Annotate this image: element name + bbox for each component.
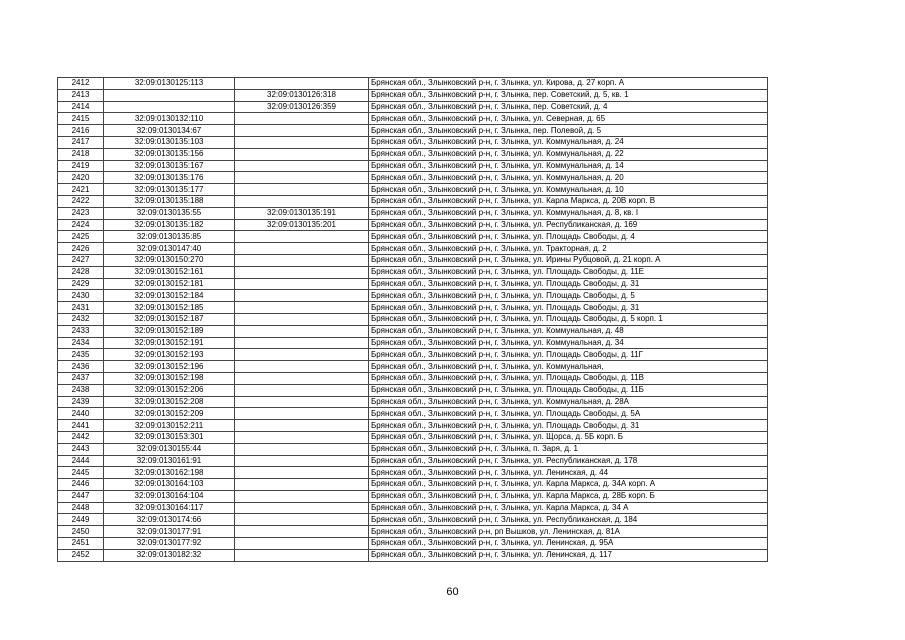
- cadastral-number-secondary-cell: [235, 125, 369, 137]
- cadastral-number-secondary-cell: [235, 420, 369, 432]
- cadastral-number-cell: 32:09:0130162:198: [104, 467, 235, 479]
- row-number-cell: 2438: [58, 384, 104, 396]
- table-row: [58, 372, 768, 384]
- row-number-cell: 2414: [58, 101, 104, 113]
- table-row: [58, 526, 768, 538]
- row-number-cell: 2429: [58, 278, 104, 290]
- address-cell: Брянская обл., Злынковский р-н, рп Вышков, ул. Ленинская, д. 81А: [369, 526, 768, 538]
- table-row: [58, 302, 768, 314]
- cadastral-number-secondary-cell: [235, 160, 369, 172]
- cadastral-number-secondary-cell: [235, 396, 369, 408]
- table-row: [58, 172, 768, 184]
- cadastral-number-secondary-cell: [235, 408, 369, 420]
- cadastral-number-secondary-cell: [235, 313, 369, 325]
- row-number-cell: 2434: [58, 337, 104, 349]
- address-cell: Брянская обл., Злынковский р-н, г. Злынка, ул. Республиканская, д. 178: [369, 455, 768, 467]
- row-number-cell: 2425: [58, 231, 104, 243]
- row-number-cell: 2432: [58, 313, 104, 325]
- address-cell: Брянская обл., Злынковский р-н, г. Злынка, ул. Северная, д. 65: [369, 113, 768, 125]
- cadastral-number-secondary-cell: [235, 243, 369, 255]
- table-row: [58, 420, 768, 432]
- cadastral-number-secondary-cell: [235, 490, 369, 502]
- cadastral-number-cell: 32:09:0130153:301: [104, 431, 235, 443]
- cadastral-number-secondary-cell: [235, 479, 369, 491]
- cadastral-number-cell: 32:09:0130135:188: [104, 195, 235, 207]
- address-cell: Брянская обл., Злынковский р-н, г. Злынка, пер. Полевой, д. 5: [369, 125, 768, 137]
- cadastral-number-secondary-cell: 32:09:0130135:201: [235, 219, 369, 231]
- address-cell: Брянская обл., Злынковский р-н, г. Злынка, ул. Коммунальная, д. 34: [369, 337, 768, 349]
- cadastral-number-secondary-cell: [235, 467, 369, 479]
- cadastral-number-cell: 32:09:0130152:209: [104, 408, 235, 420]
- cadastral-number-secondary-cell: [235, 372, 369, 384]
- table-row: [58, 349, 768, 361]
- table-row: [58, 148, 768, 160]
- row-number-cell: 2444: [58, 455, 104, 467]
- row-number-cell: 2419: [58, 160, 104, 172]
- cadastral-number-cell: [104, 101, 235, 113]
- address-cell: Брянская обл., Злынковский р-н, г. Злынка, ул. Коммунальная, д. 28А: [369, 396, 768, 408]
- cadastral-number-cell: 32:09:0130161:91: [104, 455, 235, 467]
- address-cell: Брянская обл., Злынковский р-н, г. Злынка, ул. Площадь Свободы, д. 31: [369, 420, 768, 432]
- row-number-cell: 2428: [58, 266, 104, 278]
- table-row: [58, 207, 768, 219]
- address-cell: Брянская обл., Злынковский р-н, г. Злынка, ул. Ленинская, д. 117: [369, 549, 768, 561]
- address-cell: Брянская обл., Злынковский р-н, г. Злынка, ул. Карла Маркса, д. 20В корп. В: [369, 195, 768, 207]
- cadastral-number-cell: 32:09:0130164:103: [104, 479, 235, 491]
- table-row: [58, 89, 768, 101]
- row-number-cell: 2443: [58, 443, 104, 455]
- table-row: [58, 101, 768, 113]
- cadastral-number-cell: 32:09:0130152:198: [104, 372, 235, 384]
- table-row: [58, 361, 768, 373]
- address-cell: Брянская обл., Злынковский р-н, г. Злынка, ул. Площадь Свободы, д. 5: [369, 290, 768, 302]
- row-number-cell: 2417: [58, 136, 104, 148]
- row-number-cell: 2412: [58, 78, 104, 90]
- cadastral-number-cell: 32:09:0130132:110: [104, 113, 235, 125]
- table-row: [58, 78, 768, 90]
- address-cell: Брянская обл., Злынковский р-н, г. Злынка, ул. Площадь Свободы, д. 11В: [369, 372, 768, 384]
- cadastral-number-cell: 32:09:0130134:67: [104, 125, 235, 137]
- table-row: [58, 408, 768, 420]
- table-row: [58, 479, 768, 491]
- address-cell: Брянская обл., Злынковский р-н, г. Злынка, п. Заря, д. 1: [369, 443, 768, 455]
- table-row: [58, 313, 768, 325]
- cadastral-number-cell: 32:09:0130152:187: [104, 313, 235, 325]
- cadastral-number-secondary-cell: [235, 278, 369, 290]
- cadastral-number-cell: 32:09:0130135:182: [104, 219, 235, 231]
- table-row: [58, 243, 768, 255]
- cadastral-number-secondary-cell: [235, 231, 369, 243]
- address-cell: Брянская обл., Злынковский р-н, г. Злынка, ул. Коммунальная, д. 48: [369, 325, 768, 337]
- table-row: [58, 231, 768, 243]
- address-cell: Брянская обл., Злынковский р-н, г. Злынка, ул. Коммунальная,: [369, 361, 768, 373]
- address-cell: Брянская обл., Злынковский р-н, г. Злынка, ул. Щорса, д. 5Б корп. Б: [369, 431, 768, 443]
- address-cell: Брянская обл., Злынковский р-н, г. Злынка, ул. Коммунальная, д. 14: [369, 160, 768, 172]
- table-row: [58, 125, 768, 137]
- address-cell: Брянская обл., Злынковский р-н, г. Злынка, ул. Площадь Свободы, д. 31: [369, 302, 768, 314]
- address-cell: Брянская обл., Злынковский р-н, г. Злынка, ул. Площадь Свободы, д. 5А: [369, 408, 768, 420]
- row-number-cell: 2447: [58, 490, 104, 502]
- table-row: [58, 467, 768, 479]
- cadastral-number-cell: 32:09:0130152:196: [104, 361, 235, 373]
- cadastral-number-cell: 32:09:0130152:206: [104, 384, 235, 396]
- cadastral-number-secondary-cell: [235, 195, 369, 207]
- cadastral-number-cell: 32:09:0130152:181: [104, 278, 235, 290]
- table-row: [58, 113, 768, 125]
- cadastral-number-secondary-cell: [235, 526, 369, 538]
- cadastral-number-cell: 32:09:0130177:91: [104, 526, 235, 538]
- cadastral-number-secondary-cell: [235, 148, 369, 160]
- address-cell: Брянская обл., Злынковский р-н, г. Злынка, ул. Коммунальная, д. 10: [369, 184, 768, 196]
- table-row: [58, 266, 768, 278]
- address-cell: Брянская обл., Злынковский р-н, г. Злынка, ул. Площадь Свободы, д. 5 корп. 1: [369, 313, 768, 325]
- address-cell: Брянская обл., Злынковский р-н, г. Злынка, ул. Площадь Свободы, д. 11Г: [369, 349, 768, 361]
- table-row: [58, 502, 768, 514]
- table-row: [58, 455, 768, 467]
- address-cell: Брянская обл., Злынковский р-н, г. Злынка, ул. Площадь Свободы, д. 4: [369, 231, 768, 243]
- table-row: [58, 549, 768, 561]
- row-number-cell: 2446: [58, 479, 104, 491]
- cadastral-number-cell: 32:09:0130164:117: [104, 502, 235, 514]
- cadastral-number-secondary-cell: [235, 538, 369, 550]
- address-cell: Брянская обл., Злынковский р-н, г. Злынка, ул. Республиканская, д. 184: [369, 514, 768, 526]
- cadastral-number-cell: 32:09:0130152:189: [104, 325, 235, 337]
- cadastral-number-secondary-cell: [235, 266, 369, 278]
- address-cell: Брянская обл., Злынковский р-н, г. Злынка, пер. Советский, д. 5, кв. 1: [369, 89, 768, 101]
- cadastral-number-cell: 32:09:0130177:92: [104, 538, 235, 550]
- table-row: [58, 136, 768, 148]
- table-row: [58, 290, 768, 302]
- cadastral-number-secondary-cell: [235, 514, 369, 526]
- row-number-cell: 2442: [58, 431, 104, 443]
- address-cell: Брянская обл., Злынковский р-н, г. Злынка, ул. Республиканская, д. 169: [369, 219, 768, 231]
- address-cell: Брянская обл., Злынковский р-н, г. Злынка, ул. Площадь Свободы, д. 31: [369, 278, 768, 290]
- row-number-cell: 2422: [58, 195, 104, 207]
- cadastral-number-secondary-cell: [235, 337, 369, 349]
- table-row: [58, 160, 768, 172]
- row-number-cell: 2436: [58, 361, 104, 373]
- cadastral-number-cell: [104, 89, 235, 101]
- cadastral-number-cell: 32:09:0130135:85: [104, 231, 235, 243]
- row-number-cell: 2413: [58, 89, 104, 101]
- cadastral-number-cell: 32:09:0130155:44: [104, 443, 235, 455]
- table-row: [58, 195, 768, 207]
- row-number-cell: 2437: [58, 372, 104, 384]
- cadastral-number-cell: 32:09:0130150:270: [104, 254, 235, 266]
- cadastral-number-secondary-cell: [235, 302, 369, 314]
- cadastral-number-cell: 32:09:0130152:211: [104, 420, 235, 432]
- row-number-cell: 2435: [58, 349, 104, 361]
- row-number-cell: 2440: [58, 408, 104, 420]
- cadastral-number-cell: 32:09:0130152:161: [104, 266, 235, 278]
- table-row: [58, 384, 768, 396]
- cadastral-number-cell: 32:09:0130152:184: [104, 290, 235, 302]
- row-number-cell: 2427: [58, 254, 104, 266]
- address-cell: Брянская обл., Злынковский р-н, г. Злынка, пер. Советский, д. 4: [369, 101, 768, 113]
- cadastral-number-cell: 32:09:0130152:193: [104, 349, 235, 361]
- cadastral-number-secondary-cell: [235, 78, 369, 90]
- table-row: [58, 337, 768, 349]
- row-number-cell: 2420: [58, 172, 104, 184]
- address-cell: Брянская обл., Злынковский р-н, г. Злынка, ул. Ленинская, д. 95А: [369, 538, 768, 550]
- address-cell: Брянская обл., Злынковский р-н, г. Злынка, ул. Карла Маркса, д. 34А корп. А: [369, 479, 768, 491]
- table-row: [58, 278, 768, 290]
- row-number-cell: 2415: [58, 113, 104, 125]
- registry-table: [57, 77, 768, 562]
- address-cell: Брянская обл., Злынковский р-н, г. Злынка, ул. Карла Маркса, д. 34 А: [369, 502, 768, 514]
- table-row: [58, 490, 768, 502]
- row-number-cell: 2430: [58, 290, 104, 302]
- table-row: [58, 184, 768, 196]
- row-number-cell: 2439: [58, 396, 104, 408]
- cadastral-number-secondary-cell: [235, 431, 369, 443]
- cadastral-number-cell: 32:09:0130152:208: [104, 396, 235, 408]
- cadastral-number-secondary-cell: 32:09:0130126:359: [235, 101, 369, 113]
- cadastral-number-cell: 32:09:0130174:66: [104, 514, 235, 526]
- table-row: [58, 443, 768, 455]
- row-number-cell: 2423: [58, 207, 104, 219]
- cadastral-number-secondary-cell: [235, 349, 369, 361]
- table-row: [58, 254, 768, 266]
- cadastral-number-secondary-cell: [235, 290, 369, 302]
- cadastral-number-cell: 32:09:0130135:177: [104, 184, 235, 196]
- row-number-cell: 2452: [58, 549, 104, 561]
- address-cell: Брянская обл., Злынковский р-н, г. Злынка, ул. Коммунальная, д. 24: [369, 136, 768, 148]
- cadastral-number-cell: 32:09:0130125:113: [104, 78, 235, 90]
- cadastral-number-secondary-cell: [235, 443, 369, 455]
- row-number-cell: 2426: [58, 243, 104, 255]
- cadastral-number-cell: 32:09:0130135:167: [104, 160, 235, 172]
- table-row: [58, 219, 768, 231]
- page-number: 60: [446, 586, 459, 598]
- cadastral-number-secondary-cell: [235, 184, 369, 196]
- row-number-cell: 2451: [58, 538, 104, 550]
- address-cell: Брянская обл., Злынковский р-н, г. Злынка, ул. Коммунальная, д. 20: [369, 172, 768, 184]
- address-cell: Брянская обл., Злынковский р-н, г. Злынка, ул. Карла Маркса, д. 28Б корп. Б: [369, 490, 768, 502]
- cadastral-number-cell: 32:09:0130152:191: [104, 337, 235, 349]
- cadastral-number-secondary-cell: [235, 502, 369, 514]
- address-cell: Брянская обл., Злынковский р-н, г. Злынка, ул. Ленинская, д. 44: [369, 467, 768, 479]
- row-number-cell: 2431: [58, 302, 104, 314]
- row-number-cell: 2433: [58, 325, 104, 337]
- cadastral-number-cell: 32:09:0130135:103: [104, 136, 235, 148]
- cadastral-number-secondary-cell: [235, 254, 369, 266]
- row-number-cell: 2418: [58, 148, 104, 160]
- table-row: [58, 514, 768, 526]
- cadastral-number-secondary-cell: 32:09:0130126:318: [235, 89, 369, 101]
- address-cell: Брянская обл., Злынковский р-н, г. Злынка, ул. Площадь Свободы, д. 11Е: [369, 266, 768, 278]
- table-row: [58, 431, 768, 443]
- cadastral-number-cell: 32:09:0130135:176: [104, 172, 235, 184]
- cadastral-number-secondary-cell: 32:09:0130135:191: [235, 207, 369, 219]
- address-cell: Брянская обл., Злынковский р-н, г. Злынка, ул. Площадь Свободы, д. 11Б: [369, 384, 768, 396]
- row-number-cell: 2450: [58, 526, 104, 538]
- table-row: [58, 325, 768, 337]
- row-number-cell: 2445: [58, 467, 104, 479]
- table-row: [58, 538, 768, 550]
- cadastral-number-secondary-cell: [235, 113, 369, 125]
- row-number-cell: 2449: [58, 514, 104, 526]
- registry-table-body: [58, 78, 768, 562]
- cadastral-number-cell: 32:09:0130135:156: [104, 148, 235, 160]
- cadastral-number-cell: 32:09:0130152:185: [104, 302, 235, 314]
- cadastral-number-secondary-cell: [235, 549, 369, 561]
- cadastral-number-secondary-cell: [235, 455, 369, 467]
- cadastral-number-secondary-cell: [235, 172, 369, 184]
- cadastral-number-secondary-cell: [235, 136, 369, 148]
- cadastral-number-cell: 32:09:0130135:55: [104, 207, 235, 219]
- cadastral-number-secondary-cell: [235, 361, 369, 373]
- table-row: [58, 396, 768, 408]
- address-cell: Брянская обл., Злынковский р-н, г. Злынка, ул. Коммунальная, д. 22: [369, 148, 768, 160]
- cadastral-number-cell: 32:09:0130164:104: [104, 490, 235, 502]
- address-cell: Брянская обл., Злынковский р-н, г. Злынка, ул. Тракторная, д. 2: [369, 243, 768, 255]
- row-number-cell: 2416: [58, 125, 104, 137]
- row-number-cell: 2424: [58, 219, 104, 231]
- cadastral-number-secondary-cell: [235, 325, 369, 337]
- address-cell: Брянская обл., Злынковский р-н, г. Злынка, ул. Коммунальная, д. 8, кв. I: [369, 207, 768, 219]
- cadastral-number-cell: 32:09:0130182:32: [104, 549, 235, 561]
- row-number-cell: 2441: [58, 420, 104, 432]
- address-cell: Брянская обл., Злынковский р-н, г. Злынка, ул. Кирова, д. 27 корп. А: [369, 78, 768, 90]
- row-number-cell: 2421: [58, 184, 104, 196]
- cadastral-number-cell: 32:09:0130147:40: [104, 243, 235, 255]
- row-number-cell: 2448: [58, 502, 104, 514]
- address-cell: Брянская обл., Злынковский р-н, г. Злынка, ул. Ирины Рубцовой, д. 21 корп. А: [369, 254, 768, 266]
- cadastral-number-secondary-cell: [235, 384, 369, 396]
